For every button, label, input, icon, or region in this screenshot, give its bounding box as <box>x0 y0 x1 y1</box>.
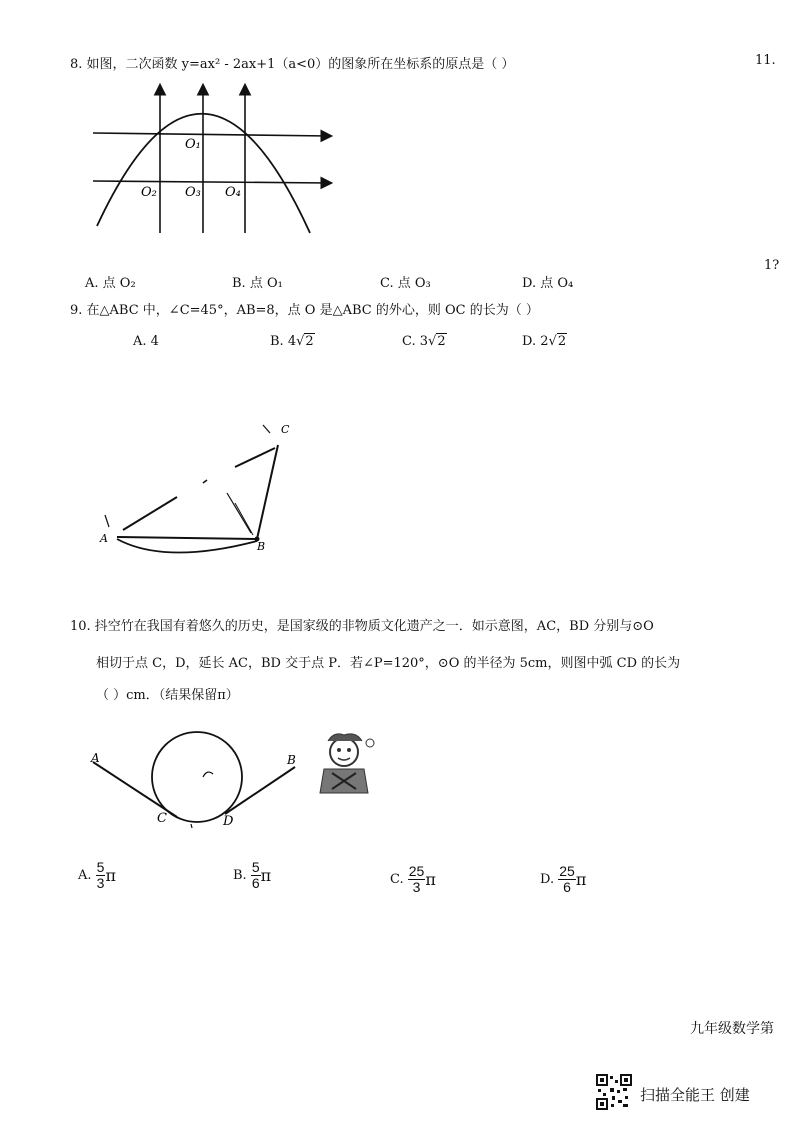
q10-option-d-pi: π <box>575 870 587 889</box>
q8-text: 8. 如图，二次函数 y=ax² - 2ax+1（a<0）的图象所在坐标系的原点是（ ） <box>70 57 515 72</box>
q8-x-axis-2 <box>93 181 330 183</box>
q8-option-a[interactable]: A. 点 O₂ <box>85 276 136 291</box>
q9-option-d-coef: 2 <box>540 334 549 349</box>
page-footer-label: 九年级数学第 <box>690 1021 774 1037</box>
q9-option-d[interactable]: D. 2√2 <box>522 334 567 349</box>
q9-figure <box>95 415 305 555</box>
margin-number-12: 1? <box>764 258 780 273</box>
q8-x-axis-1 <box>93 133 330 136</box>
q9-option-b-letter: B. <box>270 334 284 349</box>
q10-option-b-pi: π <box>260 866 272 885</box>
q10-label-d: D <box>223 814 234 829</box>
q10-option-d-fraction: $\frac{25}{6}$ <box>559 863 575 895</box>
q10-option-c-pi: π <box>425 870 436 889</box>
q9-label-a: A <box>100 532 108 545</box>
q8-label-o3: O₃ <box>185 185 201 200</box>
q8-option-c[interactable]: C. 点 O₃ <box>380 276 431 291</box>
q10-figure <box>85 722 315 842</box>
q9-text: 9. 在△ABC 中，∠C=45°，AB=8，点 O 是△ABC 的外心，则 OC 的长为（ ） <box>70 303 539 318</box>
q10-option-c-fraction: $\frac{25}{3}$ <box>408 863 425 895</box>
q8-label-o2: O₂ <box>141 185 157 200</box>
q9-option-a-letter: A. <box>133 334 147 349</box>
scanner-watermark: 扫描全能王 创建 <box>640 1086 750 1104</box>
q9-option-d-letter: D. <box>522 334 537 349</box>
q9-option-c-letter: C. <box>402 334 416 349</box>
q9-option-c[interactable]: C. 3√2 <box>402 334 446 349</box>
q9-label-b: B <box>257 540 266 553</box>
q10-option-a-fraction: $\frac{5}{3}$ <box>96 859 105 891</box>
q9-option-c-coef: 3 <box>419 334 429 349</box>
q9-option-b-coef: 4 <box>287 334 297 349</box>
q8-option-d[interactable]: D. 点 O₄ <box>522 276 574 291</box>
q10-option-b[interactable] <box>233 860 271 891</box>
q9-option-b[interactable]: B. 4√2 <box>270 334 314 349</box>
q10-tangent-ac <box>93 762 177 817</box>
q10-option-b-letter: B. <box>233 868 247 883</box>
qr-code-icon <box>596 1074 632 1110</box>
q9-label-c: C <box>281 423 290 436</box>
q9-option-a[interactable] <box>133 334 159 349</box>
q10-option-b-fraction: $\frac{5}{6}$ <box>251 859 260 891</box>
q9-option-a-value: 4 <box>150 334 159 349</box>
q10-option-a-letter: A. <box>78 868 92 883</box>
q9-segment-bc <box>257 445 278 539</box>
q10-option-c[interactable] <box>390 864 436 895</box>
q10-option-a[interactable] <box>78 860 116 891</box>
q10-label-b: B <box>287 753 296 767</box>
q10-line-1: 10. 抖空竹在我国有着悠久的历史，是国家级的非物质文化遗产之一．如示意图，AC，BD 分别与⊙O <box>70 619 654 634</box>
q10-option-a-pi: π <box>105 866 116 885</box>
q10-option-d[interactable] <box>540 864 586 895</box>
q8-option-b[interactable]: B. 点 O₁ <box>232 276 283 291</box>
margin-number-11: 11. <box>755 53 776 68</box>
q9-option-d-radicand: 2 <box>557 334 567 349</box>
q9-segment-ac-upper <box>235 448 275 467</box>
q10-tangent-bd <box>225 767 295 814</box>
q10-label-c: C <box>157 811 167 826</box>
q9-option-b-radicand: 2 <box>305 334 314 349</box>
q10-label-a: A <box>91 751 100 765</box>
q8-figure <box>85 78 355 238</box>
q9-segment-ac-lower <box>123 497 177 530</box>
q9-arc <box>117 539 257 553</box>
q10-option-c-letter: C. <box>390 872 404 887</box>
q8-label-o1: O₁ <box>185 137 201 152</box>
q9-segment-ab <box>117 537 257 539</box>
q10-line-2: 相切于点 C，D，延长 AC，BD 交于点 P．若∠P=120°，⊙O 的半径为 5cm，则图中弧 CD 的长为 <box>96 656 681 671</box>
q10-line-3: （ ）cm．（结果保留π） <box>96 688 239 703</box>
kongzhu-cartoon-icon <box>312 727 382 802</box>
q9-option-c-radicand: 2 <box>437 334 446 349</box>
q8-label-o4: O₄ <box>225 185 241 200</box>
q10-option-d-letter: D. <box>540 872 555 887</box>
